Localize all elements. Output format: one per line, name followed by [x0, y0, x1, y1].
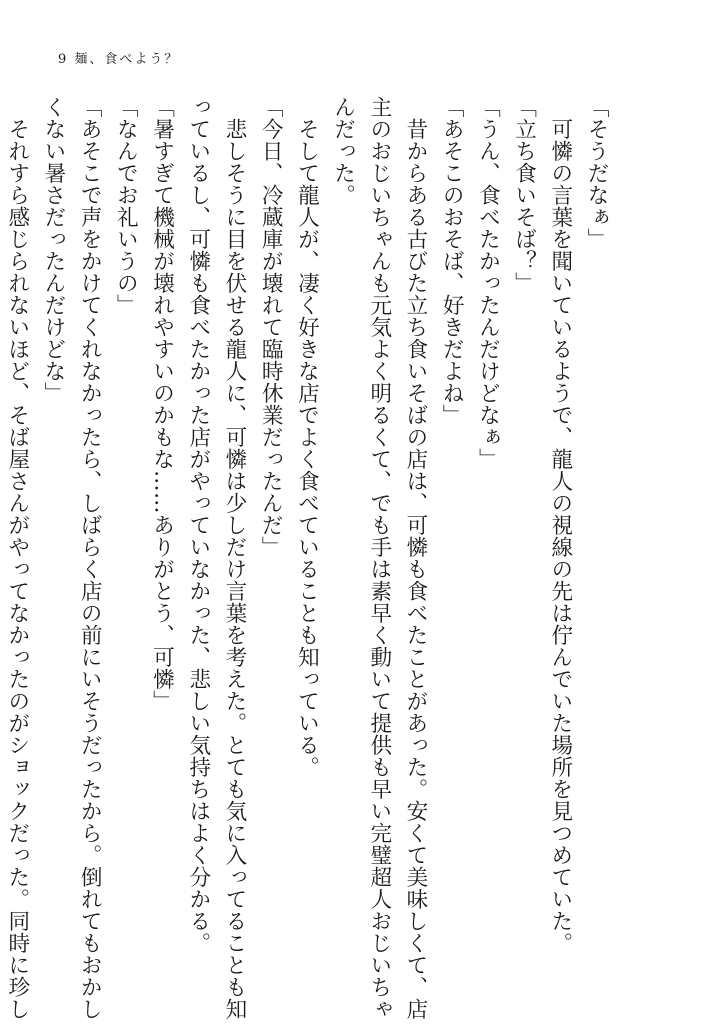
page-number: 9: [58, 52, 69, 67]
text-line: 「あそこで声をかけてくれなかったら、しばらく店の前にいそうだったから。倒れてもおかし: [77, 96, 103, 1020]
text-line: 「あそこのおそば、好きだよね」: [439, 96, 465, 426]
text-line: 「そうだなぁ」: [584, 96, 609, 250]
chapter-title: 麺、食べよう？: [74, 52, 180, 67]
text-line: 「うん、食べたかったんだけどなぁ」: [475, 96, 501, 470]
text-line: それすら感じられないほど、そば屋さんがやってなかったのがショックだった。同時に珍し: [4, 96, 30, 1020]
text-line: 「今日、冷蔵庫が壊れて臨時休業だったんだ」: [258, 96, 284, 558]
text-line: 「なんでお礼いうの」: [113, 96, 139, 316]
body-text: [0, 96, 614, 1020]
text-line: 「暑すぎて機械が壊れやすいのかもな……ありがとう、可憐」: [149, 96, 175, 712]
text-line: 可憐の言葉を聞いているようで、龍人の視線の先は佇んでいた場所を見つめていた。: [547, 96, 573, 954]
text-line: くない暑さだったんだけどな」: [40, 96, 66, 404]
text-line: 主のおじいちゃんも元気よく明るくて、でも手は素早く動いて提供も早い完璧超人おじいちゃ: [366, 96, 392, 1020]
running-head: [58, 48, 179, 67]
text-line: っているし、可憐も食べたかった店がやっていなかった、悲しい気持ちはよく分かる。: [185, 96, 211, 954]
text-line: 「立ち食いそば？」: [511, 96, 537, 294]
text-line: 昔からある古びた立ち食いそばの店は、可憐も食べたことがあった。安くて美味しくて、店: [402, 96, 428, 1020]
text-line: 悲しそうに目を伏せる龍人に、可憐は少しだけ言葉を考えた。とても気に入ってることも知: [221, 96, 247, 1020]
text-line: そして龍人が、凄く好きな店でよく食べていることも知っている。: [294, 96, 320, 778]
text-line: んだった。: [330, 96, 356, 206]
